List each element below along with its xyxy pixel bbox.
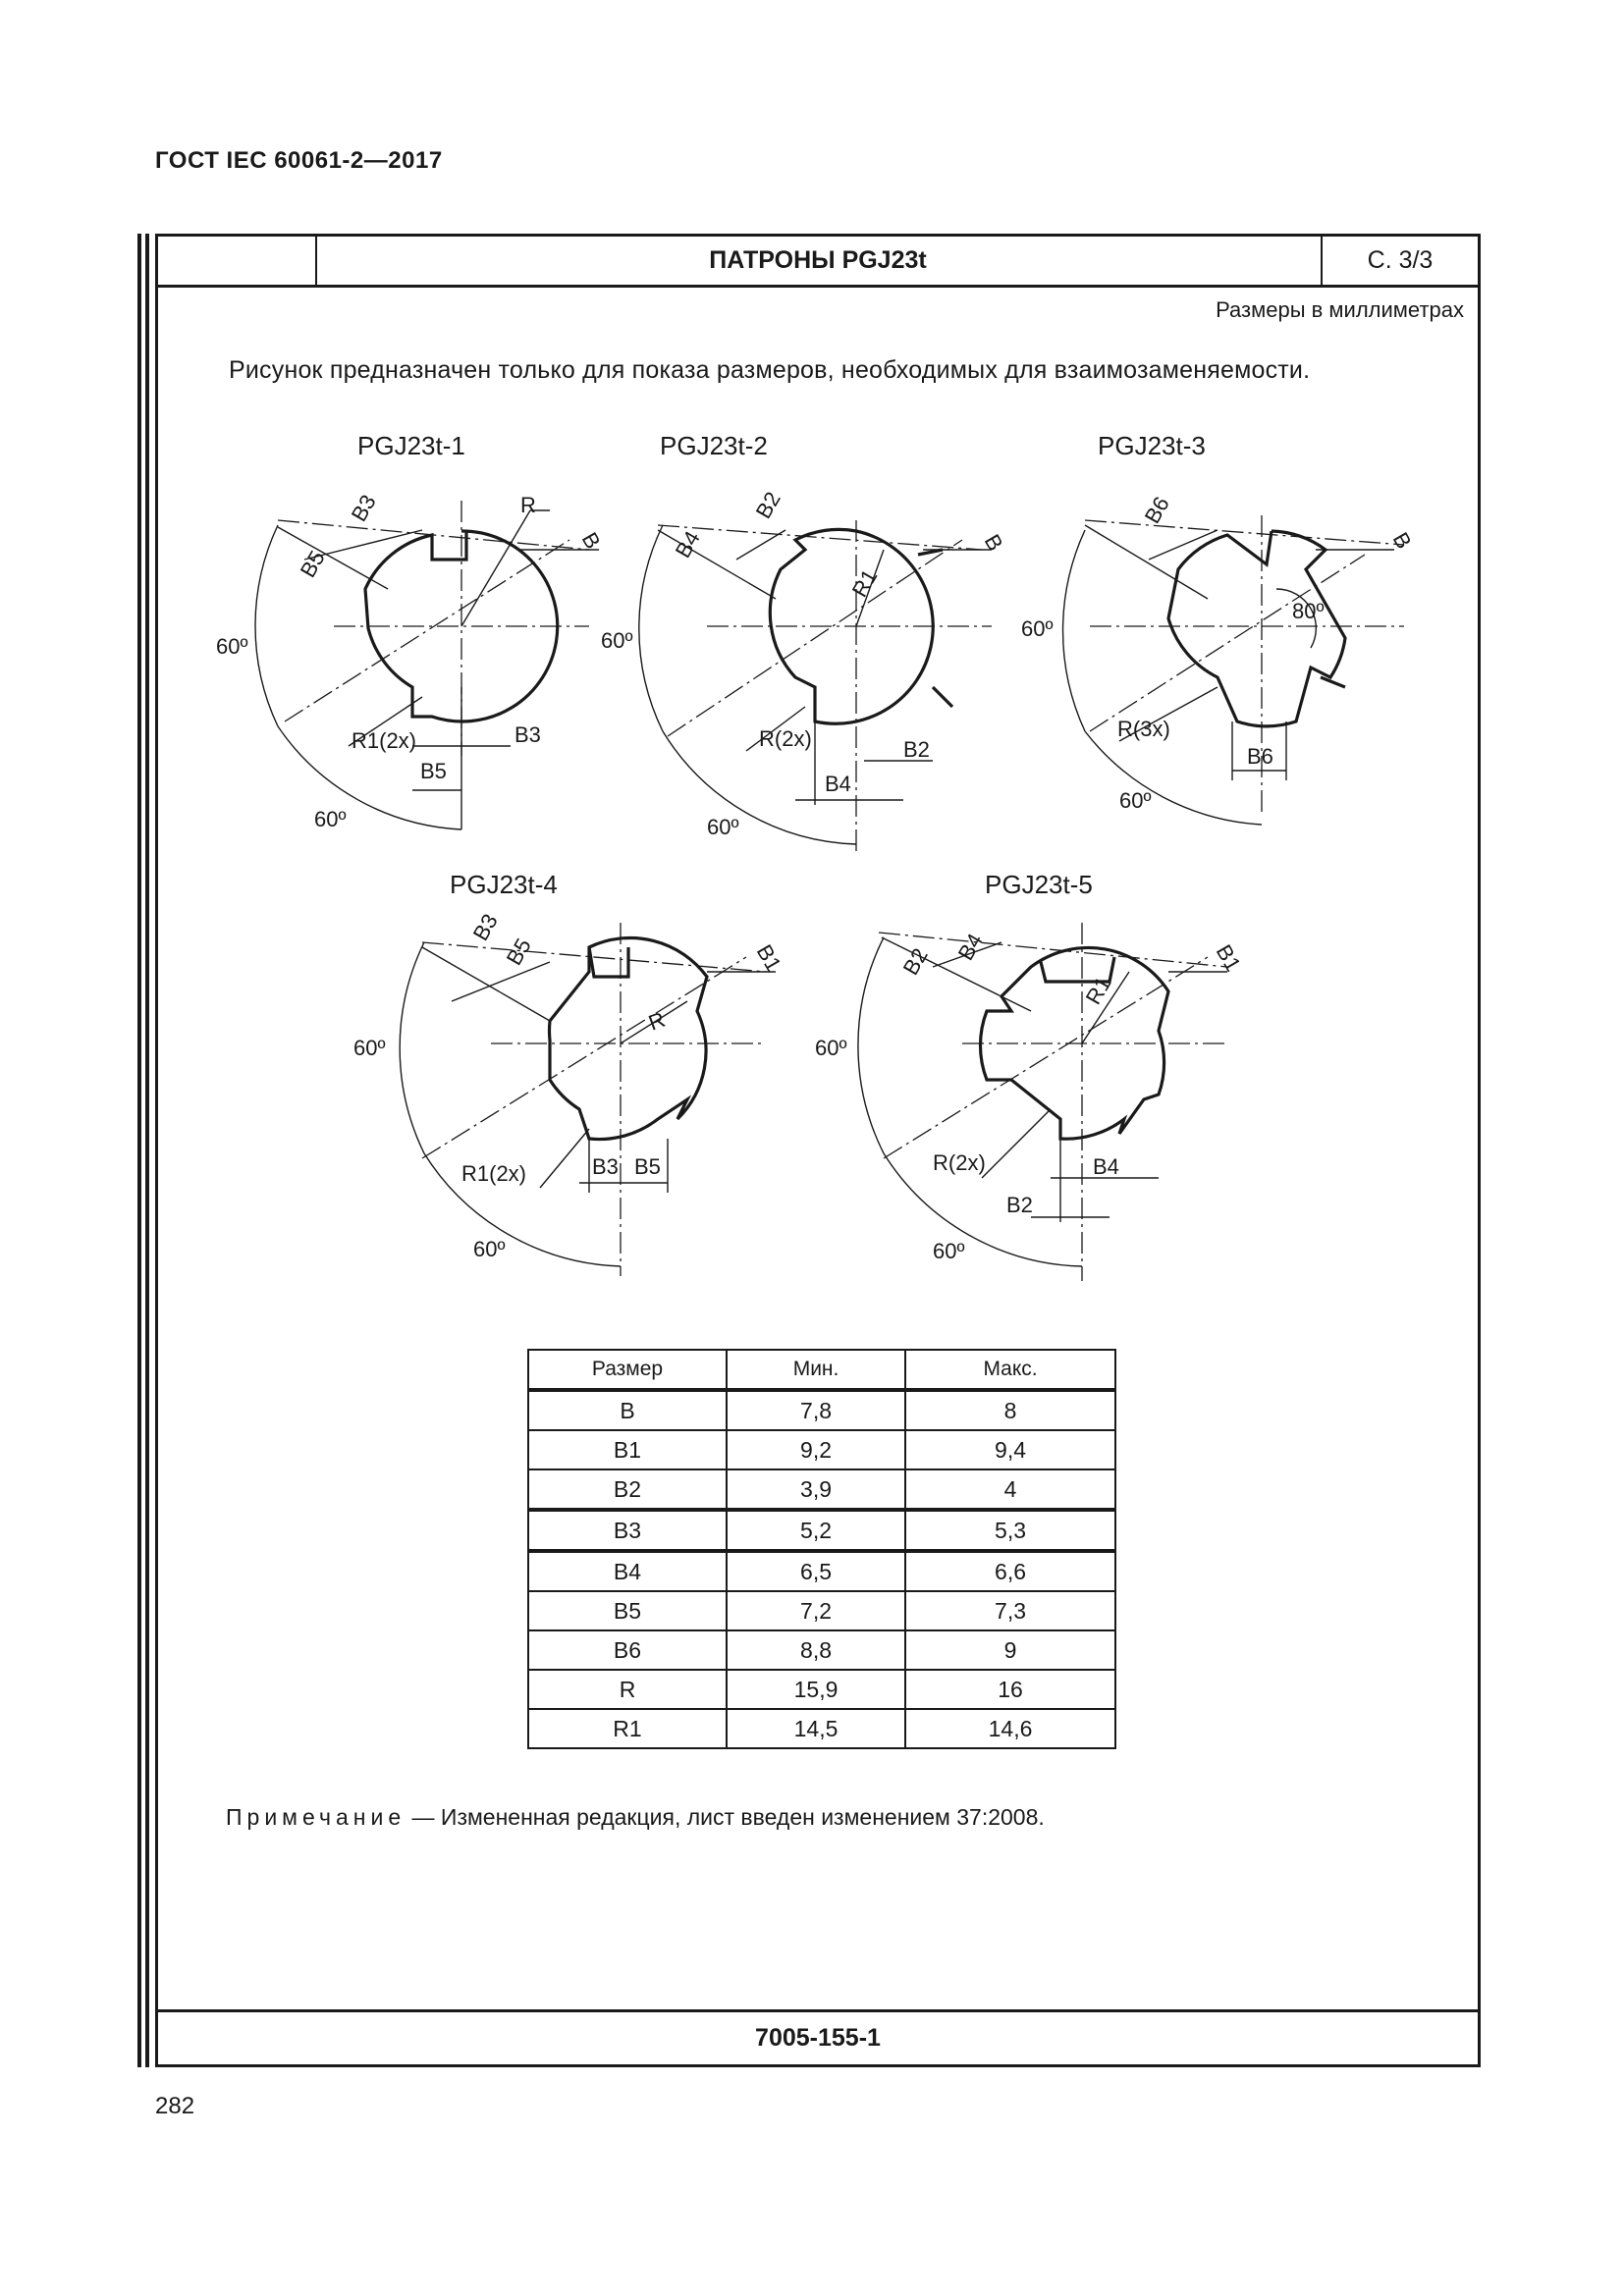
dimensions-table bbox=[527, 1349, 1116, 1749]
table-row bbox=[528, 1709, 1115, 1748]
note-label: Примечание bbox=[226, 1804, 406, 1830]
figure-pgj23t-1 bbox=[216, 431, 606, 831]
figure-pgj23t-5 bbox=[815, 870, 1246, 1281]
dim-label: B4 bbox=[1093, 1154, 1119, 1179]
table-cell: 8,8 bbox=[727, 1630, 905, 1670]
units-note: Размеры в миллиметрах bbox=[1216, 297, 1464, 322]
table-header: Размер bbox=[528, 1350, 727, 1390]
table-cell: B5 bbox=[528, 1591, 727, 1630]
table-cell: 14,6 bbox=[905, 1709, 1115, 1748]
dim-label: B2 bbox=[903, 737, 930, 762]
dim-label: R(3x) bbox=[1117, 717, 1170, 741]
dim-label: 60º bbox=[707, 815, 739, 839]
dim-label: B5 bbox=[501, 934, 536, 970]
dim-label: 60º bbox=[314, 807, 347, 831]
table-cell: 14,5 bbox=[727, 1709, 905, 1748]
dim-label: B5 bbox=[420, 759, 447, 783]
table-cell: B6 bbox=[528, 1630, 727, 1670]
figure-caption: PGJ23t-5 bbox=[985, 870, 1093, 899]
sheet-title: ПАТРОНЫ PGJ23t bbox=[709, 246, 927, 274]
table-cell: 4 bbox=[905, 1469, 1115, 1510]
figure-caption: PGJ23t-2 bbox=[660, 431, 768, 460]
table-cell: 8 bbox=[905, 1390, 1115, 1430]
table-row bbox=[528, 1469, 1115, 1510]
table-cell: 9 bbox=[905, 1630, 1115, 1670]
table-cell: 6,5 bbox=[727, 1551, 905, 1591]
dim-label: B2 bbox=[897, 943, 933, 980]
table-row bbox=[528, 1510, 1115, 1551]
figure-caption: PGJ23t-4 bbox=[450, 870, 558, 899]
dim-label: R bbox=[645, 1006, 669, 1036]
table-header: Макс. bbox=[905, 1350, 1115, 1390]
sheet-number: С. 3/3 bbox=[1321, 237, 1478, 285]
table-header: Мин. bbox=[727, 1350, 905, 1390]
table-header-row bbox=[528, 1350, 1115, 1390]
table-cell: B2 bbox=[528, 1469, 727, 1510]
figure-pgj23t-3 bbox=[1021, 431, 1417, 825]
dim-label: B bbox=[576, 528, 606, 554]
dim-label: B4 bbox=[670, 526, 705, 562]
page-number: 282 bbox=[155, 2093, 195, 2119]
dim-label: B3 bbox=[467, 909, 503, 945]
table-cell: 9,4 bbox=[905, 1430, 1115, 1469]
table-cell: 3,9 bbox=[727, 1469, 905, 1510]
dim-label: B bbox=[1387, 528, 1417, 554]
dim-label: B4 bbox=[952, 929, 988, 965]
dim-label: 60º bbox=[1021, 616, 1054, 641]
table-cell: 7,3 bbox=[905, 1591, 1115, 1630]
table-cell: 7,2 bbox=[727, 1591, 905, 1630]
dim-label: R1 bbox=[846, 564, 883, 602]
dim-label: 60º bbox=[473, 1237, 506, 1261]
dim-label: R bbox=[520, 493, 536, 517]
table-cell: 9,2 bbox=[727, 1430, 905, 1469]
table-cell: B4 bbox=[528, 1551, 727, 1591]
figure-caption: PGJ23t-1 bbox=[357, 431, 465, 460]
dim-label: B6 bbox=[1139, 492, 1174, 528]
table-cell: 15,9 bbox=[727, 1670, 905, 1709]
dim-label: 80º bbox=[1292, 599, 1325, 623]
dim-label: 60º bbox=[601, 628, 633, 653]
dim-label: B bbox=[979, 530, 1008, 556]
table-cell: 6,6 bbox=[905, 1551, 1115, 1591]
table-row bbox=[528, 1390, 1115, 1430]
table-row bbox=[528, 1430, 1115, 1469]
figure-caption: PGJ23t-3 bbox=[1098, 431, 1206, 460]
dim-label: B4 bbox=[825, 772, 851, 796]
standard-header: ГОСТ IEC 60061-2—2017 bbox=[155, 147, 443, 174]
dim-label: B5 bbox=[634, 1154, 661, 1179]
dim-label: B3 bbox=[592, 1154, 619, 1179]
dim-label: 60º bbox=[933, 1239, 965, 1263]
figure-pgj23t-2 bbox=[601, 431, 1008, 854]
table-row bbox=[528, 1551, 1115, 1591]
footnote bbox=[226, 1804, 1045, 1831]
dim-label: B1 bbox=[751, 940, 786, 976]
table-cell: 7,8 bbox=[727, 1390, 905, 1430]
dim-label: B3 bbox=[514, 722, 541, 747]
dim-label: 60º bbox=[353, 1036, 386, 1060]
dim-label: B2 bbox=[1006, 1193, 1033, 1217]
dim-label: R1 bbox=[1080, 972, 1116, 1009]
table-row bbox=[528, 1670, 1115, 1709]
intro-text: Рисунок предназначен только для показа размеров, необходимых для взаимозаменяемости. bbox=[229, 356, 1311, 384]
table-cell: B1 bbox=[528, 1430, 727, 1469]
dim-label: B1 bbox=[1211, 940, 1246, 976]
table-cell: B bbox=[528, 1390, 727, 1430]
table-cell: 5,3 bbox=[905, 1510, 1115, 1551]
dim-label: 60º bbox=[1119, 788, 1152, 813]
dim-label: R1(2x) bbox=[352, 728, 417, 753]
dim-label: R(2x) bbox=[759, 726, 812, 751]
table-cell: 16 bbox=[905, 1670, 1115, 1709]
dim-label: B6 bbox=[1247, 744, 1273, 769]
table-cell: R1 bbox=[528, 1709, 727, 1748]
dim-label: 60º bbox=[216, 634, 248, 659]
dim-label: R1(2x) bbox=[461, 1161, 527, 1186]
table-cell: R bbox=[528, 1670, 727, 1709]
table-row bbox=[528, 1591, 1115, 1630]
table-row bbox=[528, 1630, 1115, 1670]
dim-label: R(2x) bbox=[933, 1150, 986, 1175]
note-text: — Измененная редакция, лист введен изменением 37:2008. bbox=[406, 1804, 1045, 1830]
dim-label: B3 bbox=[346, 490, 381, 526]
figure-pgj23t-4 bbox=[353, 870, 786, 1276]
dim-label: 60º bbox=[815, 1036, 847, 1060]
sheet-code: 7005-155-1 bbox=[158, 2009, 1478, 2064]
dim-label: B5 bbox=[295, 546, 330, 582]
table-cell: B3 bbox=[528, 1510, 727, 1551]
table-cell: 5,2 bbox=[727, 1510, 905, 1551]
dim-label: B2 bbox=[750, 487, 785, 523]
